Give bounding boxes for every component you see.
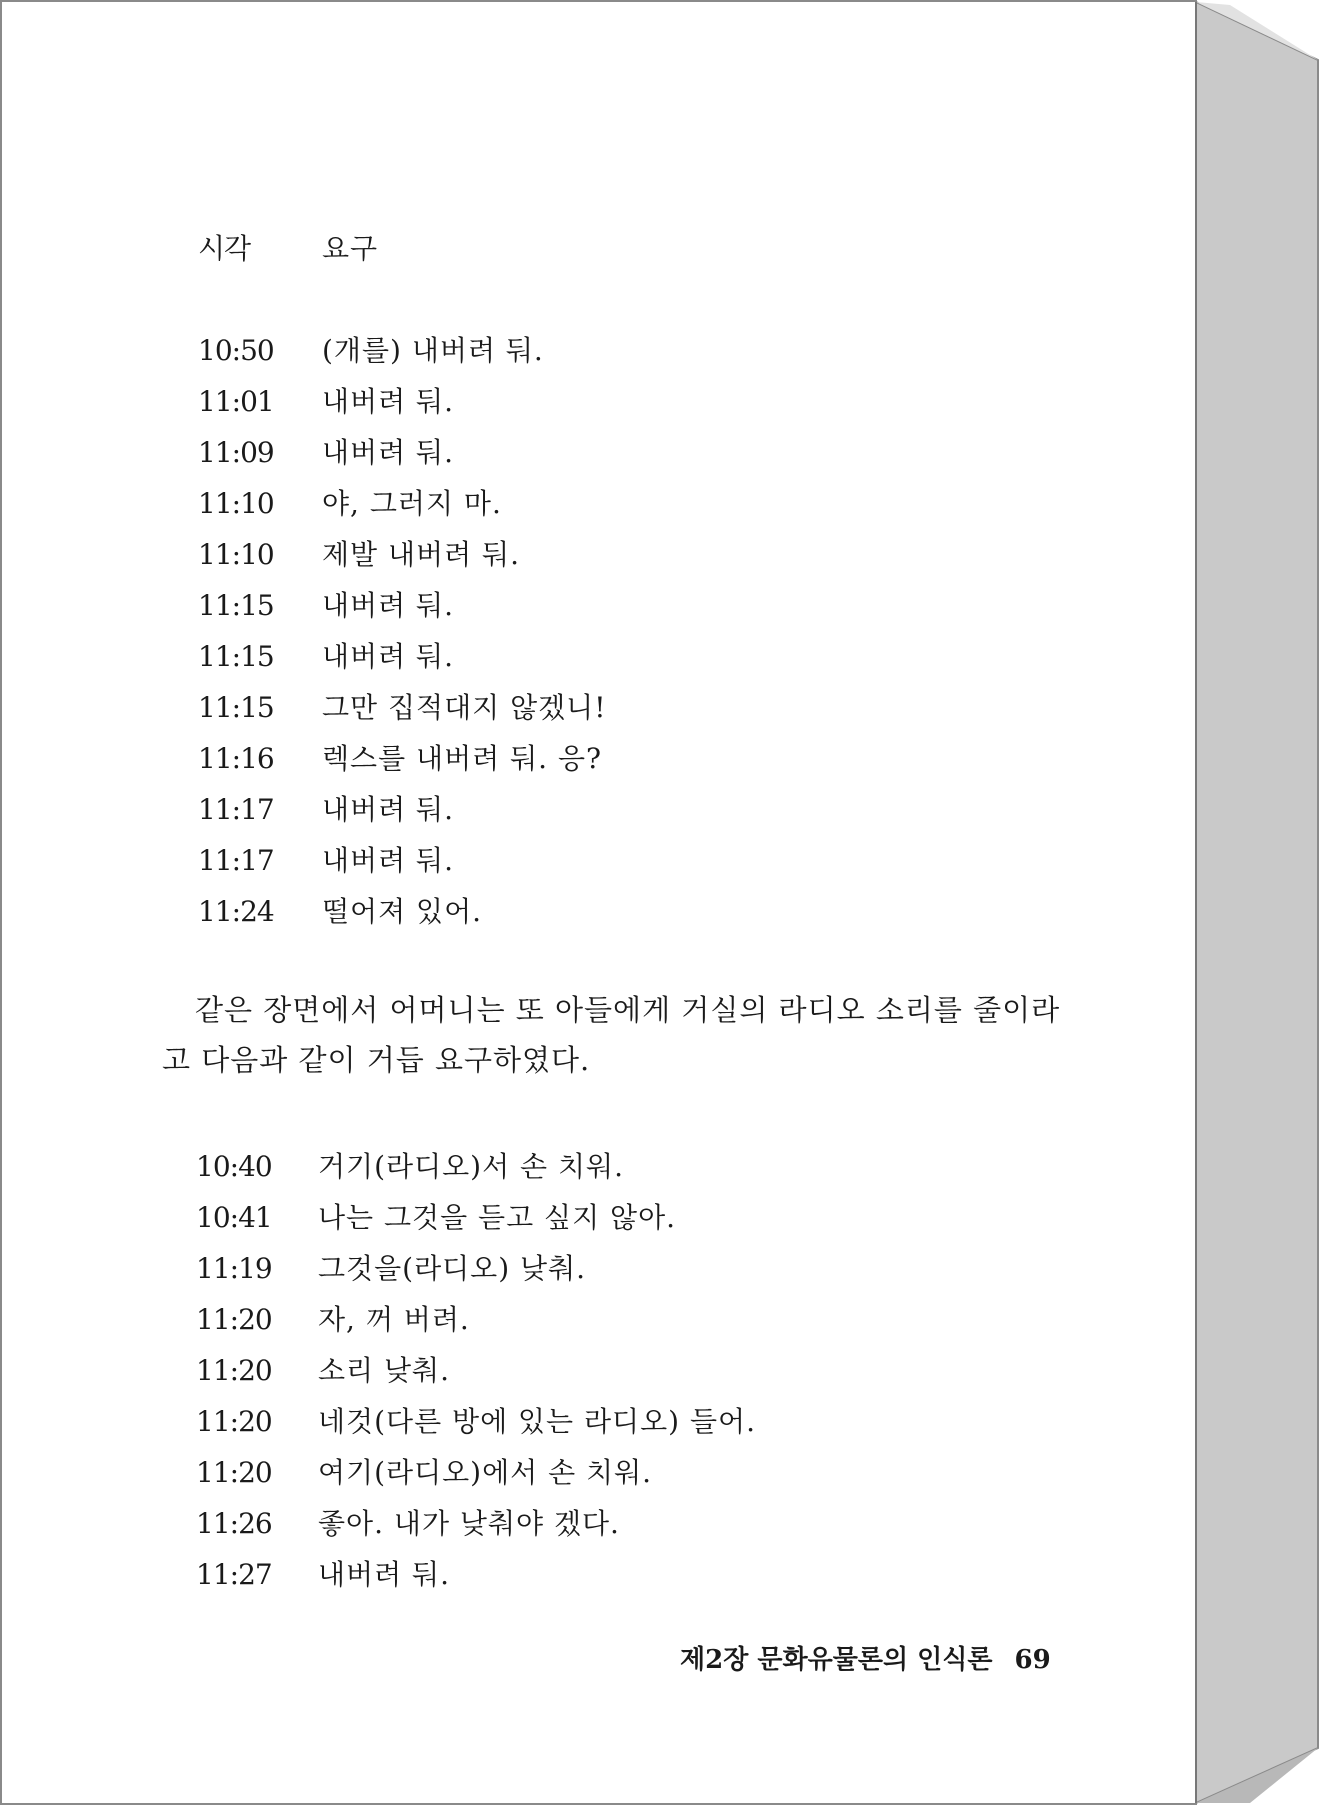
list-item-time: 11:20: [196, 1354, 272, 1387]
list-item-time: 11:17: [198, 844, 274, 877]
list-item-text: 내버려 둬.: [318, 1558, 450, 1591]
list-item-text: 내버려 둬.: [322, 844, 454, 877]
list-item-text: 내버려 둬.: [322, 640, 454, 673]
list-item-time: 11:16: [198, 742, 274, 775]
list-item-text: 내버려 둬.: [322, 589, 454, 622]
page-footer: [680, 1640, 1051, 1680]
list-item-text: 야, 그러지 마.: [322, 487, 502, 520]
list-item-time: 11:20: [196, 1456, 272, 1489]
list-item: [198, 890, 898, 934]
list-item-time: 11:10: [198, 487, 274, 520]
list-item: [198, 788, 898, 832]
list-item: [198, 533, 898, 577]
list-item-time: 11:26: [196, 1507, 272, 1540]
page-number: 69: [1014, 1645, 1051, 1675]
list-item: [198, 482, 898, 526]
list-item-time: 11:15: [198, 691, 274, 724]
list-item-text: 좋아. 내가 낮춰야 겠다.: [318, 1507, 620, 1540]
paragraph-line: 고 다음과 같이 거듭 요구하였다.: [162, 1043, 591, 1077]
list-item-text: 자, 꺼 버려.: [318, 1303, 470, 1336]
header-request-label: 요구: [322, 232, 379, 265]
list-item-time: 11:17: [198, 793, 274, 826]
list-item-time: 10:40: [196, 1150, 272, 1183]
list-item-text: 내버려 둬.: [322, 436, 454, 469]
list-item-text: 렉스를 내버려 둬. 응?: [322, 742, 602, 775]
list-item-time: 11:20: [196, 1405, 272, 1438]
list-item: [196, 1196, 946, 1240]
list-item-text: 내버려 둬.: [322, 385, 454, 418]
list-item-text: 떨어져 있어.: [322, 895, 483, 928]
list-item-text: 그만 집적대지 않겠니!: [322, 691, 607, 724]
list-item: [198, 329, 898, 373]
list-item: [196, 1298, 946, 1342]
paragraph-line: 같은 장면에서 어머니는 또 아들에게 거실의 라디오 소리를 줄이라: [195, 993, 1061, 1027]
list-item-text: 네것(다른 방에 있는 라디오) 들어.: [318, 1405, 756, 1438]
body-paragraph: [162, 985, 1082, 1085]
list-item-text: 소리 낮춰.: [318, 1354, 450, 1387]
list-item-time: 11:09: [198, 436, 274, 469]
list-item: [198, 737, 898, 781]
list-item-text: 거기(라디오)서 손 치워.: [318, 1150, 624, 1183]
list-item-time: 10:50: [198, 334, 274, 367]
list-item: [196, 1553, 946, 1597]
list-item: [198, 380, 898, 424]
list-item-time: 11:15: [198, 589, 274, 622]
header-time-label: 시각: [198, 232, 251, 265]
list-item-time: 11:24: [198, 895, 274, 928]
list-item-text: 그것을(라디오) 낮춰.: [318, 1252, 587, 1285]
list-item-text: 내버려 둬.: [322, 793, 454, 826]
list-item-time: 11:15: [198, 640, 274, 673]
list-item: [198, 584, 898, 628]
list-item-text: 나는 그것을 듣고 싶지 않아.: [318, 1201, 677, 1234]
list-item: [196, 1502, 946, 1546]
list-item: [198, 635, 898, 679]
list-item: [198, 686, 898, 730]
list-item-time: 11:20: [196, 1303, 272, 1336]
list-item: [196, 1145, 946, 1189]
running-chapter-title: 제2장 문화유물론의 인식론: [680, 1645, 993, 1675]
list-item: [196, 1451, 946, 1495]
list-item-time: 11:10: [198, 538, 274, 571]
list-item-text: 제발 내버려 둬.: [322, 538, 520, 571]
list-item-time: 11:27: [196, 1558, 272, 1591]
list-item-time: 11:19: [196, 1252, 272, 1285]
list-item: [196, 1400, 946, 1444]
list-item: [196, 1349, 946, 1393]
list-item-text: 여기(라디오)에서 손 치워.: [318, 1456, 653, 1489]
table-header: [198, 227, 598, 271]
list-item: [198, 839, 898, 883]
list-item-time: 10:41: [196, 1201, 272, 1234]
list-item-text: (개를) 내버려 둬.: [322, 334, 544, 367]
list-item: [198, 431, 898, 475]
list-item-time: 11:01: [198, 385, 274, 418]
list-item: [196, 1247, 946, 1291]
